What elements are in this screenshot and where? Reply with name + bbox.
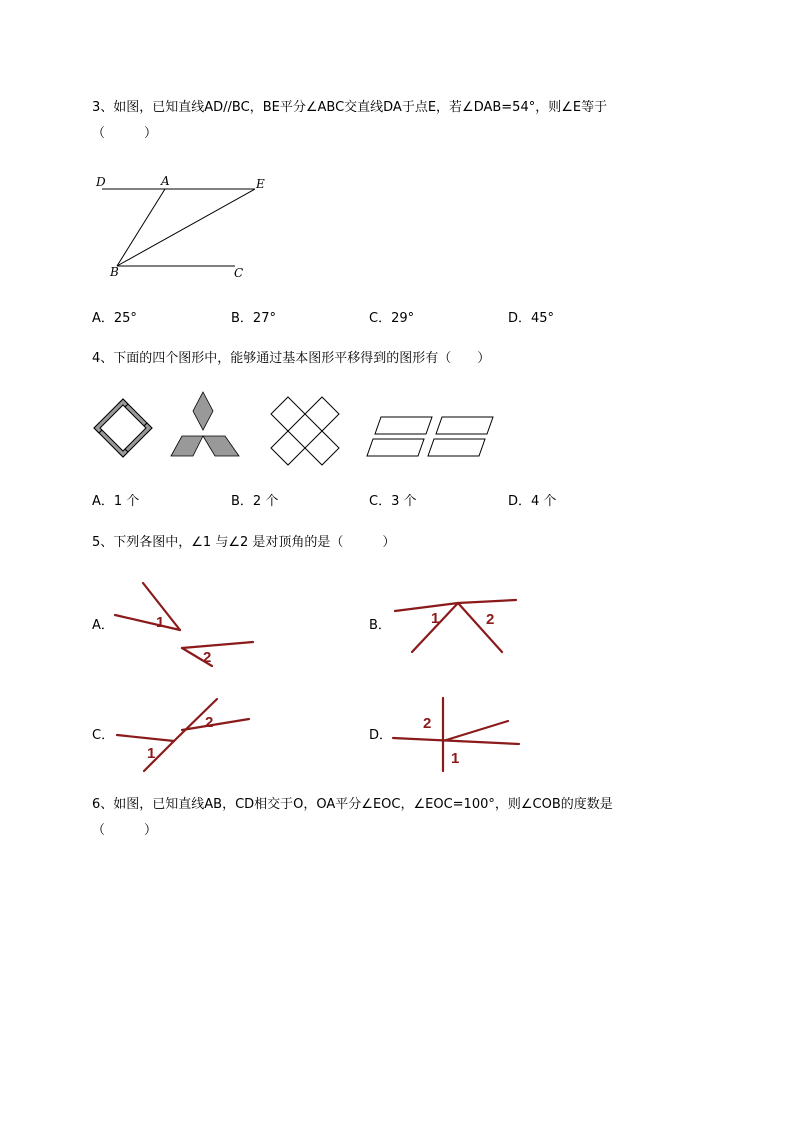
q5d-angle-2: 2 [423, 715, 432, 732]
q5-figure-a [110, 578, 260, 670]
q5a-angle-1: 1 [156, 614, 165, 631]
q5b-angle-1: 1 [431, 610, 440, 627]
q3-stem-line2: （ ） [92, 126, 158, 141]
q3-option-c[interactable]: C．29° [369, 311, 415, 326]
q4-option-c[interactable]: C．3 个 [369, 494, 417, 509]
q3-stem-line1: 3、如图，已知直线AD//BC，BE平分∠ABC交直线DA于点E，若∠DAB=54°，则∠E等于 [92, 100, 608, 115]
q5-figure-c [112, 695, 254, 773]
label-C: C [234, 266, 244, 280]
label-D: D [96, 175, 106, 189]
q5d-angle-1: 1 [451, 750, 460, 767]
q4-option-b[interactable]: B．2 个 [231, 494, 279, 509]
q4-figure-1-square-frame [90, 395, 156, 461]
q5-stem: 5、下列各图中，∠1 与∠2 是对顶角的是（ ） [92, 535, 396, 550]
q6-stem-line2: （ ） [92, 823, 158, 838]
q5-option-d[interactable]: D． [369, 728, 393, 743]
q5-option-b[interactable]: B． [369, 618, 391, 633]
q5a-angle-2: 2 [203, 649, 212, 666]
q5-figure-b [390, 590, 522, 656]
q5-option-c[interactable]: C． [92, 728, 115, 743]
q5c-angle-2: 2 [205, 714, 214, 731]
q4-option-a[interactable]: A．1 个 [92, 494, 140, 509]
q6-stem-line1: 6、如图，已知直线AB，CD相交于O，OA平分∠EOC，∠EOC=100°，则∠COB的度数是 [92, 797, 613, 812]
q3-option-b[interactable]: B．27° [231, 311, 276, 326]
q5c-angle-1: 1 [147, 745, 156, 762]
q5-figure-d [390, 695, 524, 775]
q4-stem: 4、下面的四个图形中，能够通过基本图形平移得到的图形有（ ） [92, 351, 491, 366]
q4-option-d[interactable]: D．4 个 [508, 494, 557, 509]
q3-option-d[interactable]: D．45° [508, 311, 555, 326]
q5-option-a[interactable]: A． [92, 618, 114, 633]
label-E: E [256, 177, 265, 191]
q5b-angle-2: 2 [486, 611, 495, 628]
q4-figure-2-rhombi [170, 390, 242, 458]
q3-figure [90, 170, 280, 285]
q3-option-a[interactable]: A．25° [92, 311, 137, 326]
q4-figure-3-diamonds [268, 395, 342, 467]
label-B: B [110, 265, 119, 279]
q4-figure-4-parallelograms [362, 412, 498, 460]
label-A: A [161, 174, 170, 188]
